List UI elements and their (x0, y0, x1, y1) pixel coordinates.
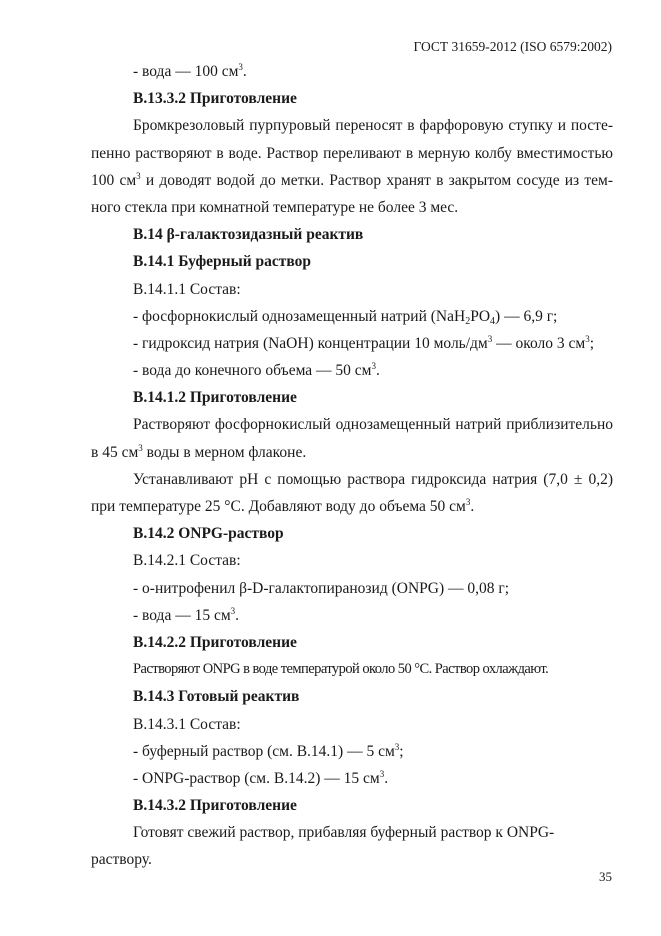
paragraph-line: Растворяют фосфорнокислый однозамещенный натрий приблизительно (133, 416, 613, 434)
paragraph-line: Растворяют ONPG в воде температурой около 50 °С. Раствор охлаждают. (133, 661, 549, 678)
list-item: - ONPG-раствор (см. В.14.2) — 15 $см^3$. (133, 768, 389, 787)
text-line: - вода — 100 $см^3$. (133, 62, 247, 80)
page-header: ГОСТ 31659-2012 (ISO 6579:2002) (413, 39, 612, 54)
list-item: - вода — 15 $см^3$. (133, 605, 240, 624)
subsection-label: В.14.3.1 Состав: (133, 715, 241, 733)
paragraph-line: Бромкрезоловый пурпуровый переносят в фарфоровую ступку и посте- (133, 117, 613, 135)
section-heading: В.14 β-галактозидазный реактив (133, 226, 364, 244)
section-heading: В.14.3.2 Приготовление (133, 797, 297, 815)
subsection-label: В.14.1.1 Состав: (133, 280, 241, 298)
section-heading: В.14.3 Готовый реактив (133, 688, 300, 706)
paragraph-line: в 45 $см^3$ воды в мерном флаконе. (91, 442, 307, 461)
document-body (91, 58, 613, 874)
section-heading: В.14.2.2 Приготовление (133, 633, 297, 651)
paragraph-line: ного стекла при комнатной температуре не более 3 мес. (91, 198, 459, 216)
subsection-label: В.14.2.1 Состав: (133, 552, 241, 570)
section-heading: В.14.1.2 Приготовление (133, 389, 297, 407)
paragraph-line: Готовят свежий раствор, прибавляя буферный раствор к ONPG- (133, 824, 555, 842)
list-item: - фосфорнокислый однозамещенный натрий $(NaH_2PO_4)$ — 6,9 г; (133, 307, 558, 327)
section-heading: В.14.2 ONPG-раствор (133, 525, 284, 543)
paragraph-line: Устанавливают pH с помощью раствора гидроксида натрия (7,0 ± 0,2) (133, 470, 613, 488)
list-item: - о-нитрофенил β-D-галактопиранозид (ONPG) — 0,08 г; (133, 579, 510, 597)
list-item: - буферный раствор (см. В.14.1) — 5 $см^3$; (133, 741, 404, 760)
page-number: 35 (599, 869, 612, 884)
list-item: - гидроксид натрия (NaOH) концентрации 10 моль/$дм^3$ — около 3 $см^3$; (133, 333, 595, 352)
paragraph-line: пенно растворяют в воде. Раствор переливают в мерную колбу вместимостью (91, 144, 613, 162)
paragraph-line: при температуре 25 °С. Добавляют воду до объема 50 $см^3$. (91, 497, 475, 515)
paragraph-line: раствору. (91, 851, 152, 869)
section-heading: В.14.1 Буферный раствор (133, 253, 312, 271)
list-item: - вода до конечного объема — 50 $см^3$. (133, 361, 380, 380)
section-heading: В.13.3.2 Приготовление (133, 90, 297, 108)
paragraph-line: 100 $см^3$ и доводят водой до метки. Раствор хранят в закрытом сосуде из тем- (91, 170, 613, 189)
